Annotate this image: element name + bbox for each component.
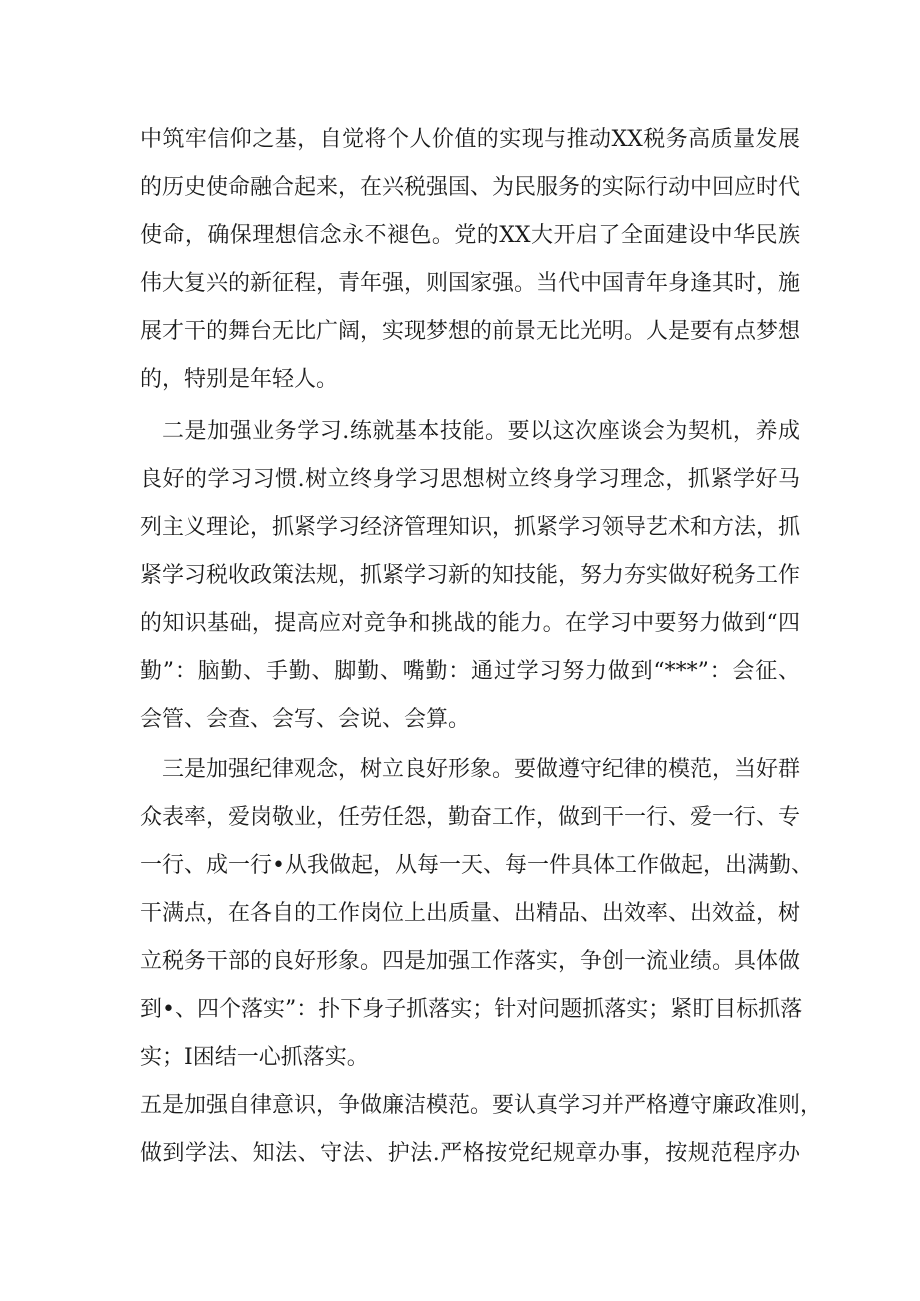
- paragraph-3-line-7: 实；I困结一心抓落实。: [140, 1045, 369, 1070]
- paragraph-3-line-3: 一行、成一行•从我做起，从每一天、每一件具体工作做起，出满勤、: [140, 853, 813, 878]
- paragraph-1-line-4: 伟大复兴的新征程，青年强，则国家强。当代中国青年身逢其时，施: [140, 271, 801, 296]
- paragraph-3-line-5: 立税务干部的良好形象。四是加强工作落实，争创一流业绩。具体做: [140, 949, 801, 974]
- paragraph-4-line-2: 做到学法、知法、守法、护法.严格按党纪规章办事，按规范程序办: [140, 1141, 800, 1166]
- paragraph-2-line-7: 会管、会查、会写、会说、会算。: [140, 707, 471, 732]
- paragraph-3-line-4: 干满点，在各自的工作岗位上出质量、出精品、出效率、出效益，树: [140, 901, 801, 926]
- paragraph-2-line-2: 良好的学习习惯.树立终身学习思想树立终身学习理念，抓紧学好马: [140, 467, 800, 492]
- paragraph-2-line-1: 二是加强业务学习.练就基本技能。要以这次座谈会为契机，养成: [162, 419, 800, 444]
- paragraph-2-line-5: 的知识基础，提高应对竞争和挑战的能力。在学习中要努力做到“四: [140, 611, 800, 636]
- paragraph-1-line-5: 展才干的舞台无比广阔，实现梦想的前景无比光明。人是要有点梦想: [140, 319, 801, 344]
- paragraph-1-line-1: 中筑牢信仰之基，自觉将个人价值的实现与推动XX税务高质量发展: [140, 127, 800, 152]
- paragraph-2-line-4: 紧学习税收政策法规，抓紧学习新的知技能，努力夯实做好税务工作: [140, 563, 801, 588]
- paragraph-1-line-6: 的，特别是年轻人。: [140, 367, 339, 392]
- paragraph-3-line-1: 三是加强纪律观念，树立良好形象。要做遵守纪律的模范，当好群: [162, 757, 801, 782]
- paragraph-1-line-2: 的历史使命融合起来，在兴税强国、为民服务的实际行动中回应时代: [140, 175, 801, 200]
- paragraph-3-line-2: 众表率，爱岗敬业，任劳任怨，勤奋工作，做到干一行、爱一行、专: [140, 805, 801, 830]
- paragraph-2-line-3: 列主义理论，抓紧学习经济管理知识，抓紧学习领导艺术和方法，抓: [140, 515, 801, 540]
- paragraph-2-line-6: 勤”：脑勤、手勤、脚勤、嘴勤：通过学习努力做到“***”：会征、: [140, 659, 800, 684]
- paragraph-3-line-6: 到•、四个落实”：扑下身子抓落实；针对问题抓落实；紧盯目标抓落: [140, 997, 803, 1022]
- paragraph-4-line-1: 五是加强自律意识，争做廉洁模范。要认真学习并严格遵守廉政准则，: [140, 1093, 823, 1118]
- paragraph-1-line-3: 使命，确保理想信念永不褪色。党的XX大开启了全面建设中华民族: [140, 223, 800, 248]
